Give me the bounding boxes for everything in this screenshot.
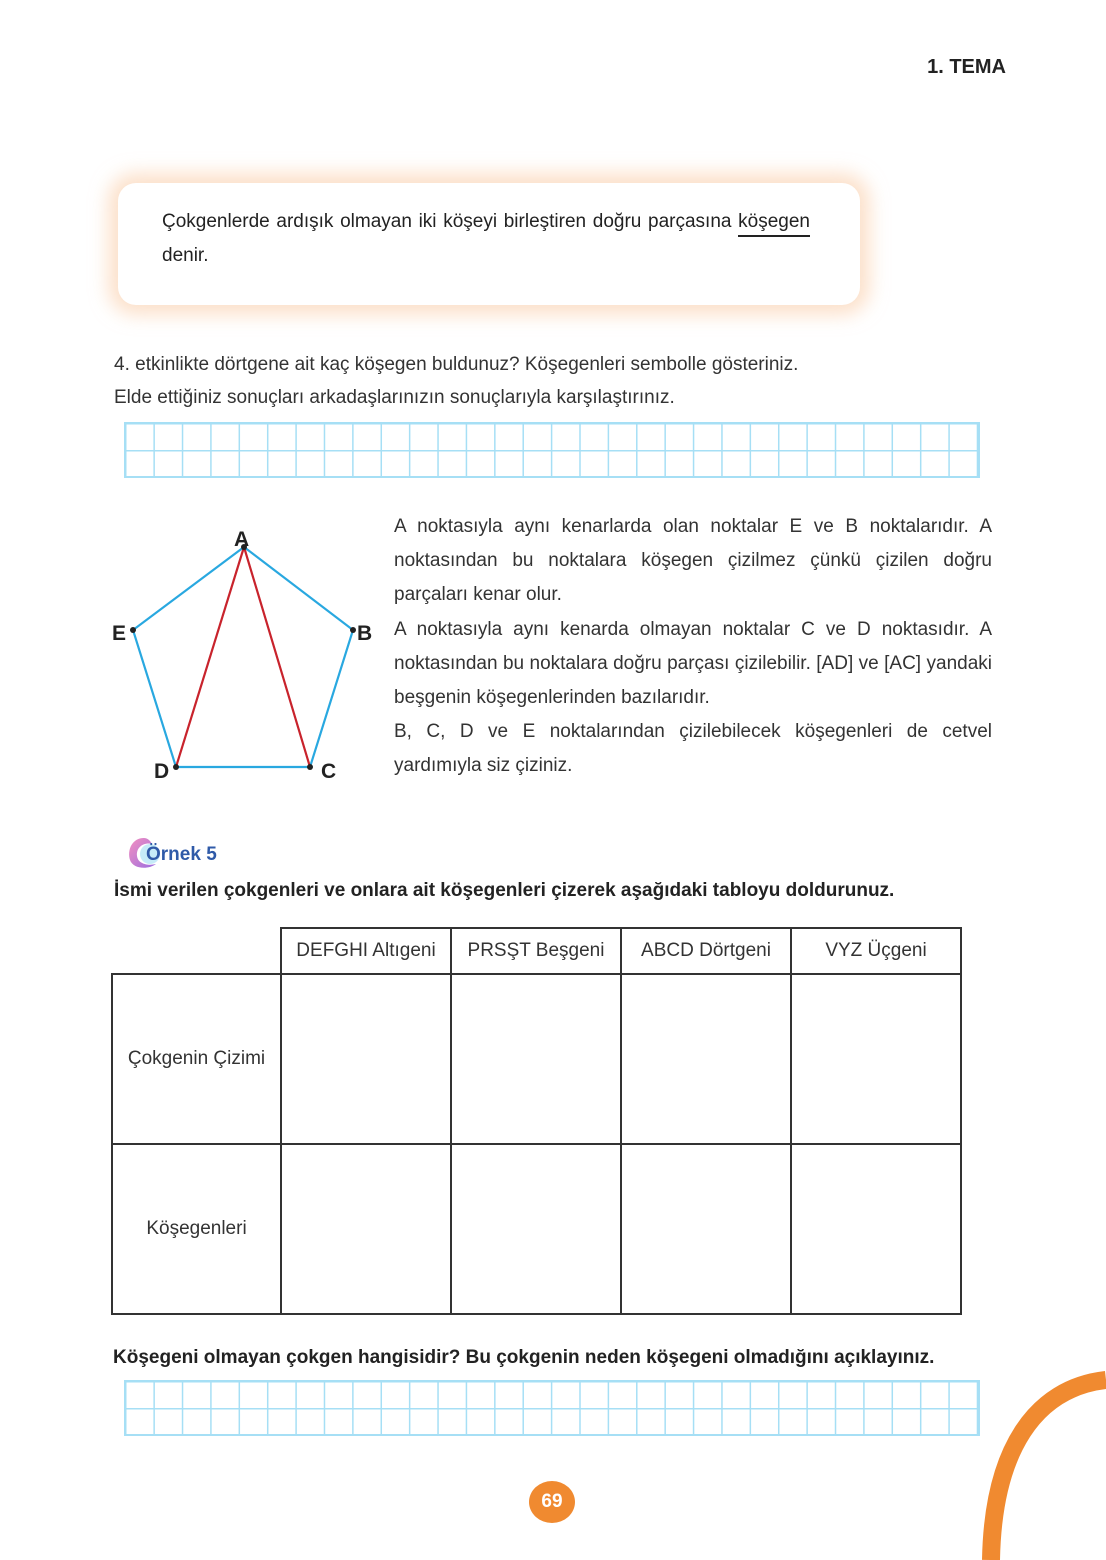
question-text — [114, 348, 798, 414]
question-line-2: Elde ettiğiniz sonuçları arkadaşlarınızın sonuçlarıyla karşılaştırınız. — [114, 387, 675, 408]
label-e: E — [112, 622, 127, 645]
point-c — [307, 764, 313, 770]
label-d: D — [154, 760, 170, 783]
theme-label: 1. TEMA — [927, 56, 1006, 78]
point-e — [130, 627, 136, 633]
corner-decoration — [975, 1370, 1106, 1560]
column-header: ABCD Dörtgeni — [621, 928, 791, 974]
point-b — [350, 627, 356, 633]
column-header: DEFGHI Altıgeni — [281, 928, 451, 974]
table-cell[interactable] — [451, 1144, 621, 1314]
pentagon-edges — [133, 547, 353, 767]
table-row — [112, 974, 961, 1144]
example-instruction: İsmi verilen çokgenleri ve onlara ait köşegenleri çizerek aşağıdaki tabloyu doldurunuz. — [114, 880, 895, 901]
definition-text-before: Çokgenlerde ardışık olmayan iki köşeyi birleştiren doğru parçasına — [162, 211, 732, 232]
label-c: C — [321, 760, 337, 783]
label-b: B — [357, 622, 373, 645]
explanation-p1: A noktasıyla aynı kenarlarda olan noktalar E ve B noktalarıdır. A noktasından bu noktalara köşegen çizilmez çünkü çizilen doğru parçaları kenar olur. — [394, 516, 992, 606]
diagonal-ac — [244, 547, 310, 767]
explanation-text — [394, 510, 992, 784]
final-question: Köşegeni olmayan çokgen hangisidir? Bu çokgenin neden köşegeni olmadığını açıklayınız. — [113, 1347, 935, 1368]
question-line-1: 4. etkinlikte dörtgene ait kaç köşegen buldunuz? Köşegenleri sembolle gösteriniz. — [114, 354, 799, 375]
table-cell[interactable] — [621, 974, 791, 1144]
point-d — [173, 764, 179, 770]
definition-term: köşegen — [738, 209, 810, 237]
table-row — [112, 1144, 961, 1314]
explanation-p2: A noktasıyla aynı kenarda olmayan noktalar C ve D noktasıdır. A noktasından bu noktalara doğru parçası çizilebilir. [AD] ve [AC] yandaki beşgenin köşegenlerinden bazılarıdır. — [394, 618, 992, 709]
row-header: Çokgenin Çizimi — [112, 974, 281, 1144]
example-title: Örnek 5 — [146, 844, 217, 865]
table-header-row — [112, 928, 961, 974]
row-header: Köşegenleri — [112, 1144, 281, 1314]
table-cell[interactable] — [791, 1144, 961, 1314]
definition-text — [162, 205, 810, 273]
table-cell[interactable] — [281, 1144, 451, 1314]
table-cell[interactable] — [451, 974, 621, 1144]
polygon-table — [111, 927, 962, 1315]
diagonal-ad — [176, 547, 244, 767]
pentagon-figure — [100, 520, 380, 790]
explanation-p3: B, C, D ve E noktalarından çizilebilecek köşegenleri de cetvel yardımıyla siz çiziniz. — [394, 721, 992, 777]
label-a: A — [234, 528, 250, 551]
table-cell[interactable] — [281, 974, 451, 1144]
column-header: VYZ Üçgeni — [791, 928, 961, 974]
table-cell[interactable] — [791, 974, 961, 1144]
column-header: PRSŞT Beşgeni — [451, 928, 621, 974]
answer-grid-1[interactable] — [124, 422, 980, 478]
table-corner-cell — [112, 928, 281, 974]
definition-text-after: denir. — [162, 245, 209, 266]
page-number: 69 — [529, 1481, 575, 1523]
answer-grid-2[interactable] — [124, 1380, 980, 1436]
table-cell[interactable] — [621, 1144, 791, 1314]
